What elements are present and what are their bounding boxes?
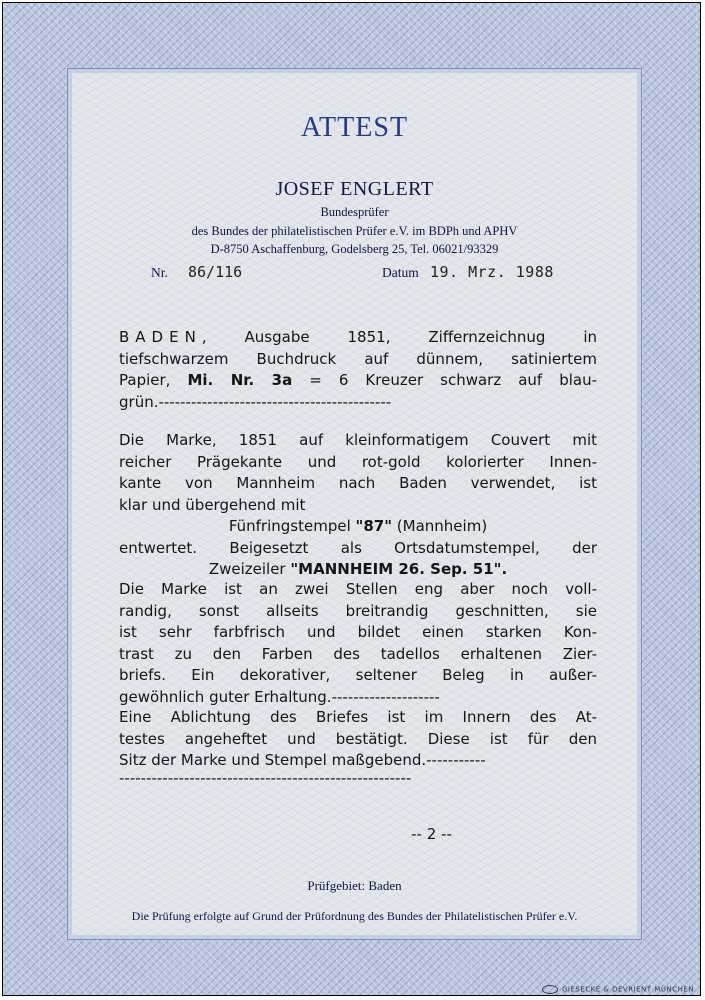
p2-line3: kante von Mannheim nach Baden verwendet, ist [119,474,597,492]
p1-line1: , Ausgabe 1851, Ziffernzeichnug in [201,328,597,346]
printer-imprint [542,985,694,994]
country-name: BADEN [119,328,202,346]
p3-line6: gewöhnlich guter Erhaltung.-------------------- [119,687,440,706]
p4-line3: Sitz der Marke und Stempel maßgebend.----------- [119,751,486,769]
cancel-number: "87" [355,517,393,535]
issuer-association: des Bundes der philatelistischen Prüfer e.V. im BDPh und APHV [191,224,518,238]
p1-line2: tiefschwarzem Buchdruck auf dünnem, satiniertem [119,349,597,368]
issuer-address: D-8750 Aschaffenburg, Godelsberg 25, Tel. 06021/93329 [210,242,499,256]
p2-line2: reicher Prägekante und rot-gold kolorierter Innen- [119,452,597,471]
p2-line7-start: Zweizeiler [208,560,291,578]
paragraph-description [119,327,597,413]
pruefgebiet: Prüfgebiet: Baden [307,878,402,893]
p3-line4: trast zu den Farben des tadellos erhaltenen Zier- [119,644,597,663]
p1-line3-start: Papier, [119,371,188,389]
p2-line5-start: Fünfringstempel [228,517,356,535]
p1-line3-end: = 6 Kreuzer schwarz auf blau- [292,371,598,389]
paragraph-photocopy [119,707,597,772]
p2-line1: Die Marke, 1851 auf kleinformatigem Couvert mit [119,431,597,449]
postmark-text: "MANNHEIM 26. Sep. 51". [290,560,508,578]
certificate-title: ATTEST [300,112,409,143]
p2-line5-end: (Mannheim) [392,517,488,535]
nr-label: Nr. [151,265,168,280]
page-number: -- 2 -- [411,825,452,843]
date-label: Datum [382,265,419,280]
p2-line6: entwertet. Beigesetzt als Ortsdatumstempel, der [119,538,597,557]
paragraph-condition [119,579,597,708]
certificate-sheet [2,2,701,996]
p3-line5: briefs. Ein dekorativer, seltener Beleg in außer- [119,666,597,684]
issuer-name: JOSEF ENGLERT [275,178,434,200]
p3-line2: randig, sonst allseits breitrandig geschnitten, sie [119,601,597,620]
printer-logo-icon [542,985,558,994]
paragraph-usage [119,430,597,581]
catalog-number: Mi. Nr. 3a [187,371,293,389]
date-value: 19. Mrz. 1988 [430,263,554,281]
separator-dashes: ------------------------------------------------------ [119,769,412,787]
certificate-panel [67,68,642,940]
p3-line3: ist sehr farbfrisch und bildet einen starken Kon- [119,623,597,641]
nr-value: 86/116 [188,263,243,281]
p2-line7 [119,559,597,581]
p2-line4: klar und übergehend mit [119,495,306,514]
p1-line3 [119,370,597,392]
p4-line2: testes angeheftet und bestätigt. Diese ist für den [119,729,597,748]
issuer-role: Bundesprüfer [320,205,389,219]
footer-note: Die Prüfung erfolgte auf Grund der Prüfordnung des Bundes der Philatelistischen Prüfer e.V. [131,909,578,923]
p4-line1: Eine Ablichtung des Briefes ist im Innern des At- [119,708,597,726]
p3-line1: Die Marke ist an zwei Stellen eng aber noch voll- [119,580,597,598]
p1-line4: grün.------------------------------------------- [119,392,392,411]
p2-line5 [119,516,597,538]
printer-name: GIESECKE & DEVRIENT MÜNCHEN [562,985,694,994]
